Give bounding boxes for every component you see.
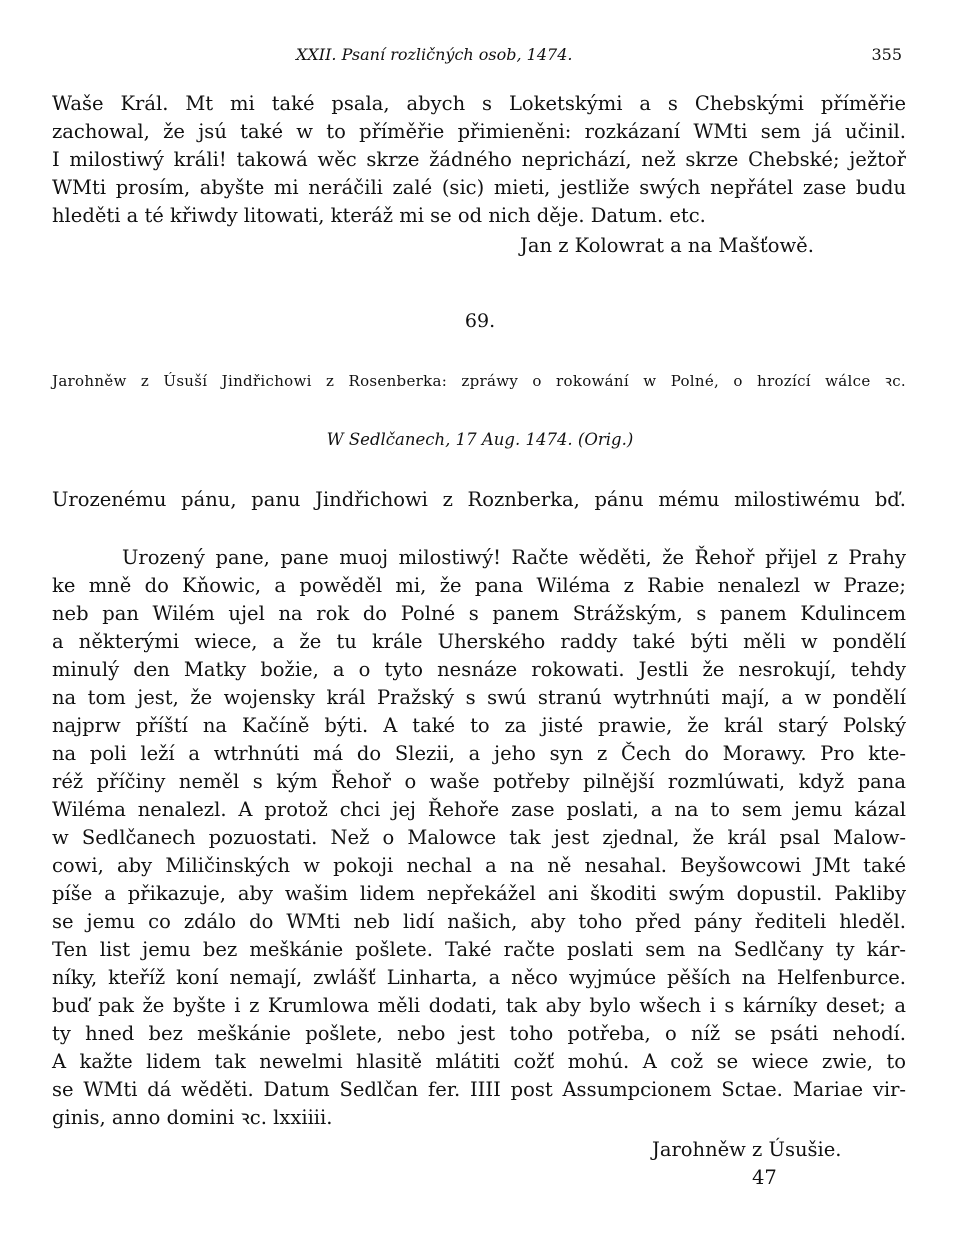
text-line: neb pan Wilém ujel na rok do Polné s panem Strážským, s panem Kdulincem: [52, 602, 906, 625]
text-line: Ten list jemu bez meškánie pošlete. Také račte poslati sem na Sedlčany ty kár-: [52, 938, 906, 961]
text-line: se jemu co zdálo do WMti neb lidí našich, aby toho před pány řediteli hleděl.: [52, 910, 906, 933]
text-line: buď pak že byšte i z Krumlowa měli dodati, tak aby bylo wšech i s kárníky deset; a: [52, 994, 906, 1017]
text-line: a některými wiece, a že tu krále Uherského raddy také býti měli w pondělí: [52, 630, 906, 653]
text-line: cowi, aby Miličinských w pokoji nechal a na ně nesahal. Beyšowcowi JMt také: [52, 854, 906, 877]
text-line: najprw příští na Kačíně býti. A také to za jisté prawie, že král starý Polský: [52, 714, 906, 737]
letter-address: Urozenému pánu, panu Jindřichowi z Roznberka, pánu mému milostiwému bď.: [52, 488, 906, 511]
text-line: A kažte lidem tak newelmi hlasitě mlátiti cožť mohú. A což se wiece zwie, to: [52, 1050, 906, 1073]
text-line: ty hned bez meškánie pošlete, nebo jest toho potřeba, o níž se psáti nehodí.: [52, 1022, 906, 1045]
text-line: I milostiwý králi! takowá wěc skrze žádného neprichází, než skrze Chebské; ježtoř: [52, 148, 906, 171]
text-line: minulý den Matky božie, a o tyto nesnáze rokowati. Jestli že nesrokují, tehdy: [52, 658, 906, 681]
text-line: píše a přikazuje, aby wašim lidem nepřekážel ani škoditi swým dopustil. Pakliby: [52, 882, 906, 905]
text-line: níky, kteříž koní nemají, zwlášť Linharta, a něco wyjmúce pěších na Helfenburce.: [52, 966, 906, 989]
letter-summary: Jarohněw z Úsuší Jindřichowi z Rosenberka: zpráwy o rokowání w Polné, o hrozící wálce ꝛc.: [52, 372, 906, 390]
text-line: réž příčiny neměl s kým Řehoř o waše potřeby pilnější rozmlúwati, když pana: [52, 770, 906, 793]
letter-dateline: W Sedlčanech, 17 Aug. 1474. (Orig.): [326, 430, 634, 449]
footer-number: 47: [752, 1166, 777, 1189]
text-line: na poli leží a wtrhnúti má do Slezii, a jeho syn z Čech do Morawy. Pro kte-: [52, 742, 906, 765]
text-line: Waše Král. Mt mi také psala, abych s Loketskými a s Chebskými příměřie: [52, 92, 906, 115]
letter-signature: Jarohněw z Úsušie.: [652, 1138, 842, 1161]
text-line: WMti prosím, abyšte mi neráčili zalé (sic) mieti, jestliže swých nepřátel zase budu: [52, 176, 906, 199]
text-line: Urozený pane, pane muoj milostiwý! Račte wěděti, že Řehoř přijel z Prahy: [122, 546, 906, 569]
text-line: Wiléma nenalezl. A protož chci jej Řehoře zase poslati, a na to sem jemu kázal: [52, 798, 906, 821]
text-line: hleděti a té křiwdy litowati, kteráž mi se od nich děje. Datum. etc.: [52, 204, 706, 227]
text-line: w Sedlčanech pozuostati. Než o Malowce tak jest zjednal, že král psal Malow-: [52, 826, 906, 849]
running-head-title: XXII. Psaní rozličných osob, 1474.: [296, 45, 573, 64]
text-line: ke mně do Kňowic, a powěděl mi, že pana Wiléma z Rabie nenalezl w Praze;: [52, 574, 906, 597]
letter-number: 69.: [464, 310, 496, 332]
previous-letter-signature: Jan z Kolowrat a na Mašťowě.: [520, 234, 814, 257]
text-line: se WMti dá wěděti. Datum Sedlčan fer. IIII post Assumpcionem Sctae. Mariae vir-: [52, 1078, 906, 1101]
text-line: zachowal, že jsú také w to příměřie přimieněni: rozkázaní WMti sem já učinil.: [52, 120, 906, 143]
text-line: ginis, anno domini ꝛc. lxxiiii.: [52, 1106, 333, 1129]
text-line: na tom jest, že wojensky král Pražský s swú stranú wytrhnúti mají, a w pondělí: [52, 686, 906, 709]
page-number: 355: [871, 45, 902, 64]
